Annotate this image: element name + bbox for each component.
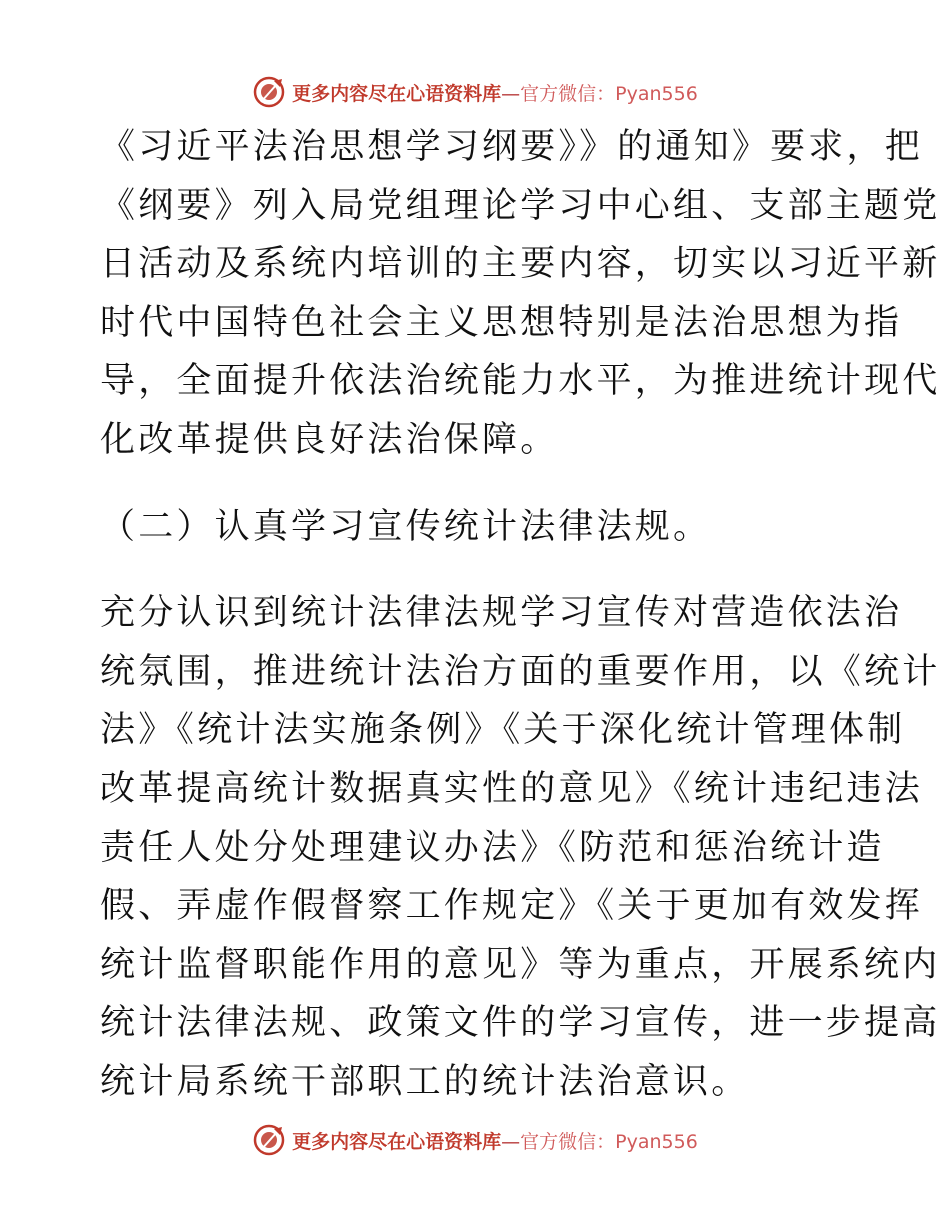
text-line: 统氛围，推进统计法治方面的重要作用，以《统计 bbox=[100, 651, 941, 692]
footer-watermark-banner bbox=[0, 1120, 950, 1160]
text-line: 假、弄虚作假督察工作规定》《关于更加有效发挥 bbox=[100, 886, 923, 927]
logo-icon bbox=[252, 1123, 286, 1157]
text-line: 日活动及系统内培训的主要内容，切实以习近平新 bbox=[100, 244, 941, 285]
footer-brand: 更多内容尽在心语资料库 bbox=[292, 1130, 502, 1153]
text-line: 导，全面提升依法治统能力水平，为推进统计现代 bbox=[100, 361, 941, 402]
text-line: 统计法律法规、政策文件的学习宣传，进一步提高 bbox=[100, 1003, 941, 1044]
text-line: 法》《统计法实施条例》《关于深化统计管理体制 bbox=[100, 710, 906, 751]
section-heading: （二）认真学习宣传统计法律法规。 bbox=[100, 506, 712, 547]
text-line: 《习近平法治思想学习纲要》》的通知》要求，把 bbox=[100, 127, 923, 167]
footer-contact: 官方微信：Pyan556 bbox=[520, 1130, 698, 1153]
footer-watermark-text bbox=[292, 1127, 698, 1154]
paragraph-spacer bbox=[100, 470, 860, 498]
paragraph-spacer bbox=[100, 556, 860, 584]
footer-dash: — bbox=[501, 1130, 521, 1153]
text-line: 化改革提供良好法治保障。 bbox=[100, 419, 559, 460]
text-line: 时代中国特色社会主义思想特别是法治思想为指 bbox=[100, 302, 903, 343]
paragraph-2 bbox=[100, 584, 941, 1111]
paragraph-1 bbox=[100, 118, 941, 470]
text-line: 统计局系统干部职工的统计法治意识。 bbox=[100, 1061, 750, 1102]
text-line: 责任人处分处理建议办法》《防范和惩治统计造 bbox=[100, 827, 885, 868]
header-watermark-banner bbox=[0, 72, 950, 112]
header-contact: 官方微信：Pyan556 bbox=[520, 82, 698, 105]
text-line: 改革提高统计数据真实性的意见》《统计违纪违法 bbox=[100, 768, 923, 809]
text-line: 充分认识到统计法律法规学习宣传对营造依法治 bbox=[100, 593, 903, 634]
text-line: 《纲要》列入局党组理论学习中心组、支部主题党 bbox=[100, 185, 941, 226]
header-brand: 更多内容尽在心语资料库 bbox=[292, 82, 502, 105]
text-line: 统计监督职能作用的意见》等为重点，开展系统内 bbox=[100, 944, 941, 985]
logo-icon bbox=[252, 75, 286, 109]
document-body bbox=[100, 118, 941, 1112]
header-watermark-text bbox=[292, 79, 698, 106]
header-dash: — bbox=[501, 82, 521, 105]
